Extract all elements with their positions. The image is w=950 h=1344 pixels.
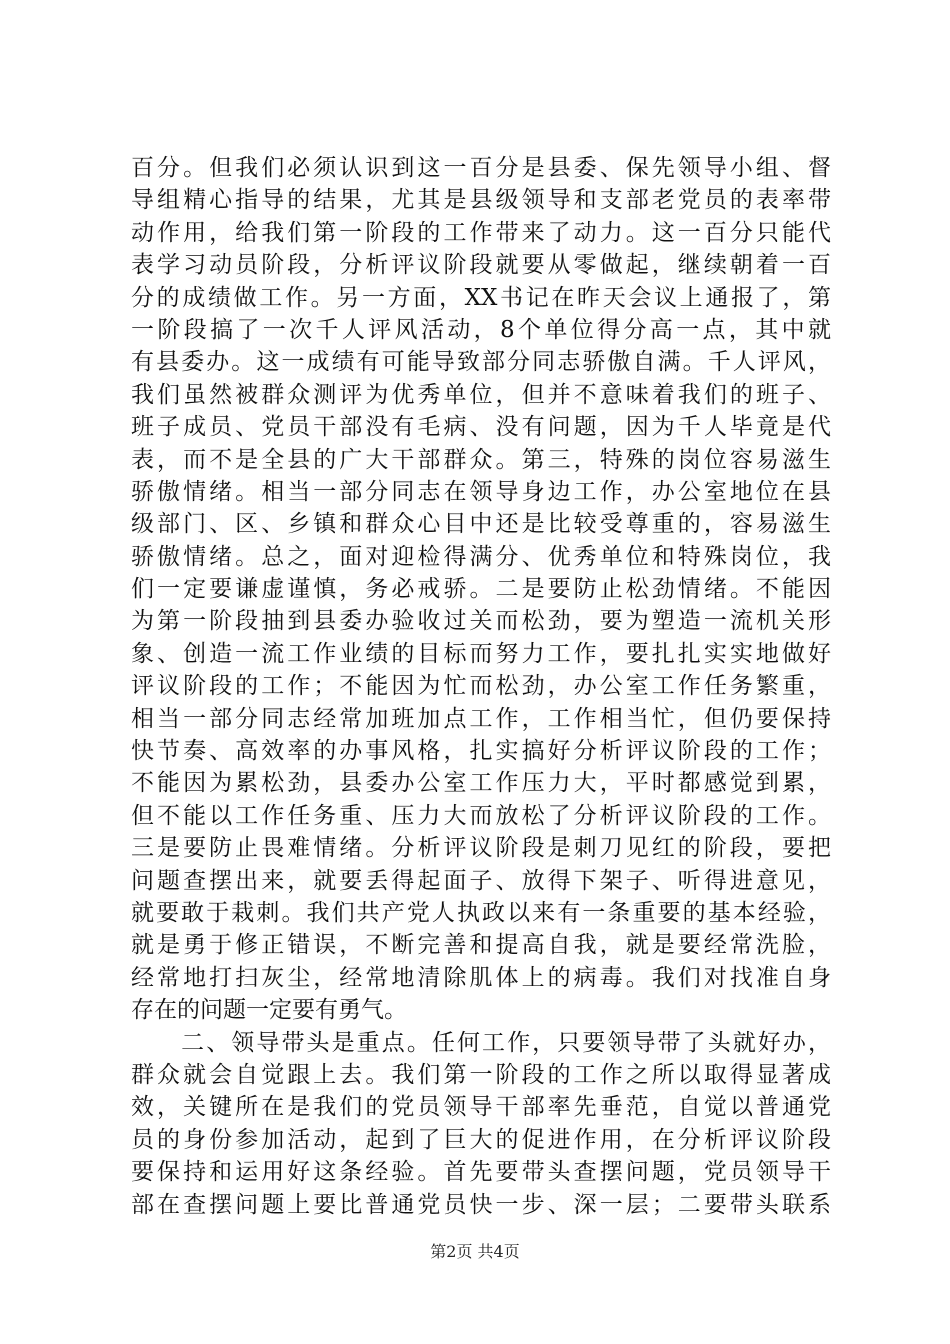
text-line: 问题查摆出来，就要丢得起面子、放得下架子、听得进意见， (131, 867, 831, 894)
text-line: 动作用，给我们第一阶段的工作带来了动力。这一百分只能代 (131, 219, 831, 246)
text-line: 表学习动员阶段，分析评议阶段就要从零做起，继续朝着一百 (131, 252, 831, 279)
text-line: 部在查摆问题上要比普通党员快一步、深一层；二要带头联系 (131, 1191, 831, 1218)
text-line: 不能因为累松劲，县委办公室工作压力大，平时都感觉到累， (131, 770, 831, 797)
text-line: 表，而不是全县的广大干部群众。第三，特殊的岗位容易滋生 (131, 446, 831, 473)
text-line: 就要敢于栽刺。我们共产党人执政以来有一条重要的基本经验， (131, 899, 831, 926)
text-line: 就是勇于修正错误，不断完善和提高自我，就是要经常洗脸， (131, 932, 831, 959)
paragraph-start-line: 二、领导带头是重点。任何工作，只要领导带了头就好办， (131, 1029, 831, 1056)
text-line: 班子成员、党员干部没有毛病、没有问题，因为千人毕竟是代 (131, 414, 831, 441)
text-line: 要保持和运用好这条经验。首先要带头查摆问题，党员领导干 (131, 1159, 831, 1186)
page-footer: 第2页 共4页 (430, 1242, 520, 1261)
text-line: 经常地打扫灰尘，经常地清除肌体上的病毒。我们对找准自身 (131, 964, 831, 991)
text-line: 快节奏、高效率的办事风格，扎实搞好分析评议阶段的工作； (131, 738, 831, 765)
text-line: 效，关键所在是我们的党员领导干部率先垂范，自觉以普通党 (131, 1094, 831, 1121)
text-line: 骄傲情绪。总之，面对迎检得满分、优秀单位和特殊岗位，我 (131, 543, 831, 570)
text-line: 分的成绩做工作。另一方面，XX书记在昨天会议上通报了，第 (131, 284, 831, 311)
text-line: 评议阶段的工作；不能因为忙而松劲，办公室工作任务繁重， (131, 673, 831, 700)
text-line: 们一定要谦虚谨慎，务必戒骄。二是要防止松劲情绪。不能因 (131, 576, 831, 603)
text-line: 百分。但我们必须认识到这一百分是县委、保先领导小组、督 (131, 155, 831, 181)
text-line: 我们虽然被群众测评为优秀单位，但并不意味着我们的班子、 (131, 381, 831, 408)
text-line: 存在的问题一定要有勇气。 (131, 997, 407, 1024)
text-line: 一阶段搞了一次千人评风活动，8个单位得分高一点，其中就 (131, 316, 831, 343)
text-line: 三是要防止畏难情绪。分析评议阶段是刺刀见红的阶段，要把 (131, 835, 831, 862)
text-line: 象、创造一流工作业绩的目标而努力工作，要扎扎实实地做好 (131, 640, 831, 667)
text-line: 级部门、区、乡镇和群众心目中还是比较受尊重的，容易滋生 (131, 511, 831, 538)
text-line: 但不能以工作任务重、压力大而放松了分析评议阶段的工作。 (131, 802, 831, 829)
text-line: 群众就会自觉跟上去。我们第一阶段的工作之所以取得显著成 (131, 1061, 831, 1088)
text-line: 骄傲情绪。相当一部分同志在领导身边工作，办公室地位在县 (131, 478, 831, 505)
text-line: 导组精心指导的结果，尤其是县级领导和支部老党员的表率带 (131, 187, 831, 214)
text-line: 员的身份参加活动，起到了巨大的促进作用，在分析评议阶段 (131, 1126, 831, 1153)
text-line: 为第一阶段抽到县委办验收过关而松劲，要为塑造一流机关形 (131, 608, 831, 635)
text-line: 相当一部分同志经常加班加点工作，工作相当忙，但仍要保持 (131, 705, 831, 732)
text-line: 有县委办。这一成绩有可能导致部分同志骄傲自满。千人评风， (131, 349, 831, 376)
body-text (131, 152, 831, 1221)
